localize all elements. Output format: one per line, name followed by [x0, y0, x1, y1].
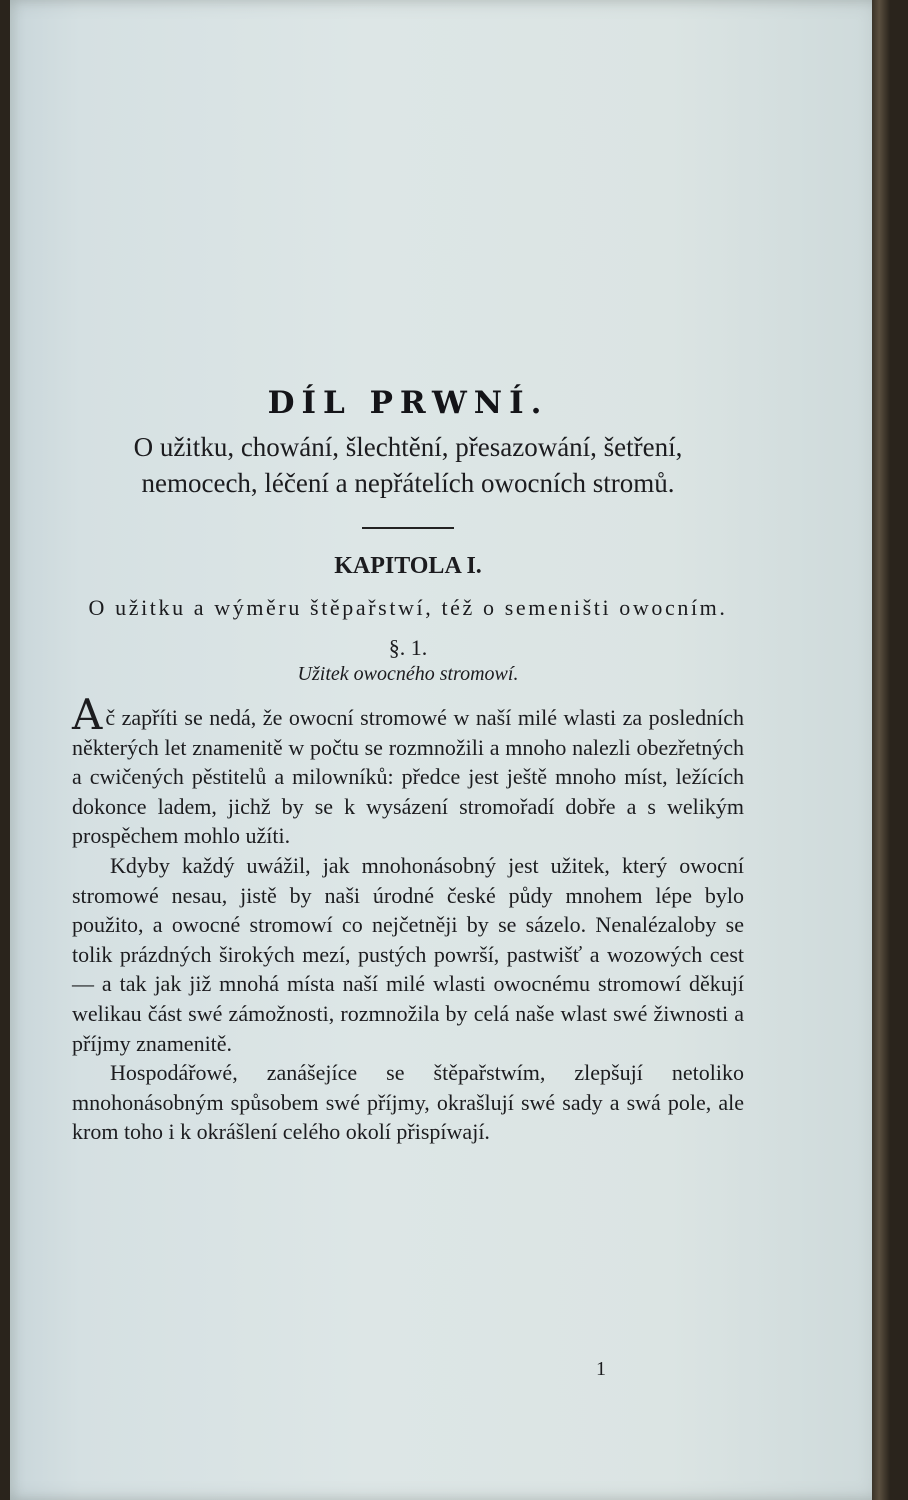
- page-text-block: [72, 385, 744, 1147]
- part-title: DÍL PRWNÍ.: [267, 385, 549, 421]
- page-number: 1: [596, 1358, 606, 1380]
- chapter-title: KAPITOLA I.: [334, 553, 482, 579]
- page-edge: [872, 0, 890, 1500]
- part-subtitle: O užitku, chowání, šlechtění, přesazowání, šetření, nemocech, léčení a nepřátelích owocních stromů.: [133, 432, 683, 498]
- paragraph-1: [72, 690, 744, 851]
- book-page: [10, 0, 890, 1500]
- drop-cap: A: [72, 690, 103, 739]
- chapter-subtitle: O užitku a wýměru štěpařstwí, též o semeništi owocním.: [88, 595, 728, 620]
- paragraph-3: Hospodářowé, zanášejíce se štěpařstwím, zlepšují netoliko mnohonásobným spůsobem swé příjmy, okrašlují swé sady a swá pole, ale krom toho i k okrášlení celého okolí přispíwají.: [72, 1060, 744, 1145]
- section-number: §. 1.: [388, 635, 428, 660]
- divider-rule: [362, 527, 454, 529]
- section-title: Užitek owocného stromowí.: [297, 663, 519, 685]
- paragraph-2: Kdyby každý uwážil, jak mnohonásobný jest užitek, který owocní stromowé nesau, jistě by naši úrodné české půdy mnohem lépe bylo použito, a owocné stromowí co nejčetněji by se sázelo. Nenalézaloby se tolik prázdných širokých mezí, pustých powrší, pastwišť a wozowých cest — a tak jak již mnohá místa naší milé wlasti owocnému stromowí děkují welikau část swé zámožnosti, rozmnožila by celá naše wlast swé žiwnosti a příjmy znamenitě.: [72, 852, 744, 1056]
- paragraph-1-text: č zapříti se nedá, že owocní stromowé w naší milé wlasti za posledních některých let znamenitě w počtu se rozmnožili a mnoho nalezli obezřetných a cwičených pěstitelů a milowníků: předce jest ještě mnoho míst, ležících dokonce ladem, jichž by se k wysázení stromořadí dobře a s welikým prospěchem mohlo užíti.: [72, 705, 744, 849]
